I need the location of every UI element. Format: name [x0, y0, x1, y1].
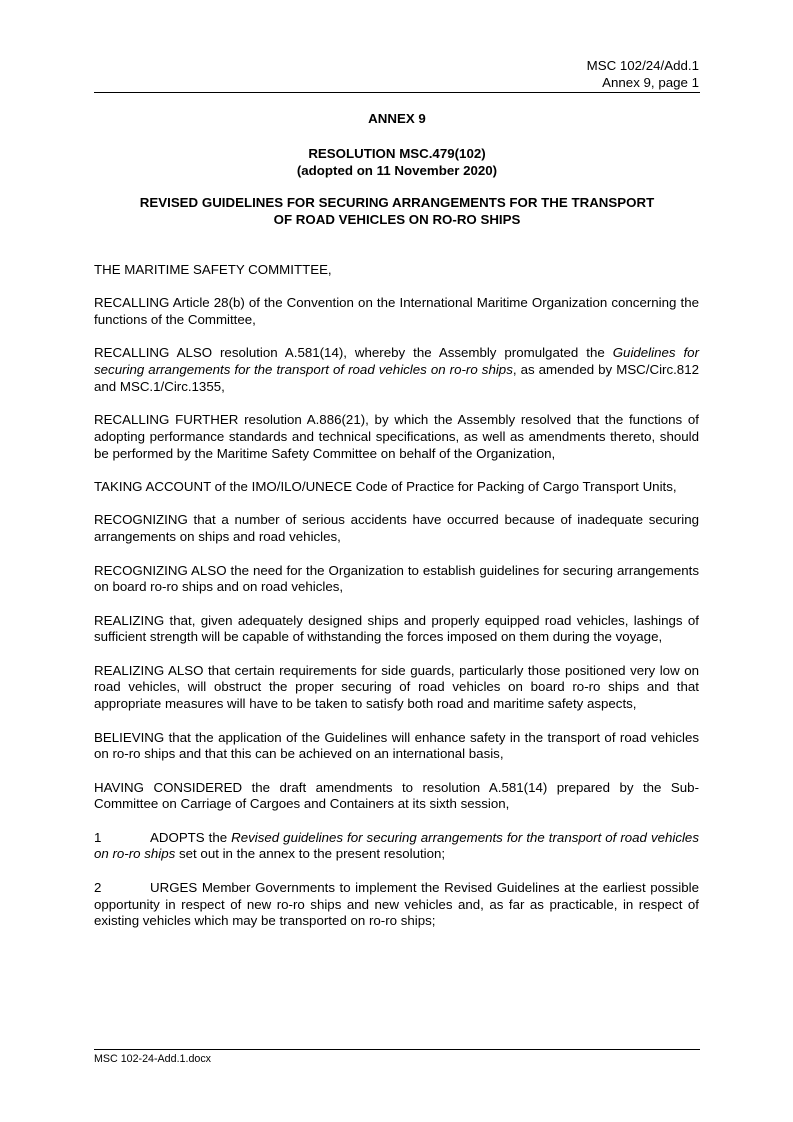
paragraph-number: 1	[94, 829, 102, 845]
paragraph-having-considered: HAVING CONSIDERED the draft amendments to resolution A.581(14) prepared by the Sub-Committee on Carriage of Cargoes and Containers at its sixth session,	[94, 779, 699, 812]
paragraph-recalling: RECALLING Article 28(b) of the Convention on the International Maritime Organization concerning the functions of the Committee,	[94, 295, 699, 328]
paragraph-recognizing: RECOGNIZING that a number of serious accidents have occurred because of inadequate securing arrangements on ships and road vehicles,	[94, 512, 699, 545]
footer-divider	[94, 1049, 700, 1050]
title-line-1: REVISED GUIDELINES FOR SECURING ARRANGEMENTS FOR THE TRANSPORT	[139, 195, 655, 210]
title-line-2: OF ROAD VEHICLES ON RO-RO SHIPS	[273, 212, 521, 227]
resolution-number: RESOLUTION MSC.479(102)	[308, 146, 486, 161]
page-header	[587, 57, 699, 91]
resolution-title	[94, 194, 700, 228]
committee-line: THE MARITIME SAFETY COMMITTEE,	[94, 262, 332, 277]
header-divider	[94, 92, 700, 93]
paragraph-realizing: REALIZING that, given adequately designed ships and properly equipped road vehicles, lashings of sufficient strength will be capable of withstanding the forces imposed on them during the voyage,	[94, 612, 699, 645]
resolution-adopted-date: (adopted on 11 November 2020)	[296, 163, 498, 178]
paragraph-recalling-also	[94, 345, 699, 395]
guidelines-title: Guidelines for securing arrangements for the transport of road vehicles on ro-ro ships	[94, 345, 699, 378]
document-reference: MSC 102/24/Add.1	[586, 58, 699, 73]
guidelines-title: Revised guidelines for securing arrangements for the transport of road vehicles on ro-ro ships	[94, 829, 699, 862]
text: , as amended by MSC/Circ.812 and MSC.1/Circ.1355,	[94, 362, 699, 394]
paragraph-recalling-further: RECALLING FURTHER resolution A.886(21), by which the Assembly resolved that the functions of adopting performance standards and technical specifications, as well as amendments thereto, should be performed by the Maritime Safety Committee on behalf of the Organization,	[94, 412, 699, 461]
annex-title: ANNEX 9	[368, 111, 426, 126]
paragraph-number: 2	[94, 879, 102, 895]
resolution-heading	[94, 145, 700, 179]
footer-filename: MSC 102-24-Add.1.docx	[94, 1053, 212, 1065]
paragraph-taking-account: TAKING ACCOUNT of the IMO/ILO/UNECE Code of Practice for Packing of Cargo Transport Units,	[94, 479, 677, 495]
paragraph-realizing-also: REALIZING ALSO that certain requirements for side guards, particularly those positioned very low on road vehicles, will obstruct the proper securing of road vehicles on board ro-ro ships and that appropriate measures will have to be taken to satisfy both road and maritime safety aspects,	[94, 662, 699, 712]
paragraph-believing: BELIEVING that the application of the Guidelines will enhance safety in the transport of road vehicles on ro-ro ships and that this can be achieved on an international basis,	[94, 729, 699, 762]
operative-paragraph-2	[94, 880, 699, 930]
page-reference: Annex 9, page 1	[602, 75, 699, 90]
paragraph-recognizing-also: RECOGNIZING ALSO the need for the Organization to establish guidelines for securing arrangements on board ro-ro ships and on road vehicles,	[94, 562, 699, 595]
text: set out in the annex to the present resolution;	[175, 846, 446, 862]
text: URGES Member Governments to implement the Revised Guidelines at the earliest possible opportunity in respect of new ro-ro ships and new vehicles and, as far as practicable, in respect of existing vehicles which may be transported on ro-ro ships;	[94, 879, 699, 929]
operative-paragraph-1	[94, 830, 699, 863]
text: ADOPTS the	[150, 829, 232, 845]
resolution-body	[94, 262, 699, 947]
text: RECALLING ALSO resolution A.581(14), whereby the Assembly promulgated the	[94, 345, 613, 361]
